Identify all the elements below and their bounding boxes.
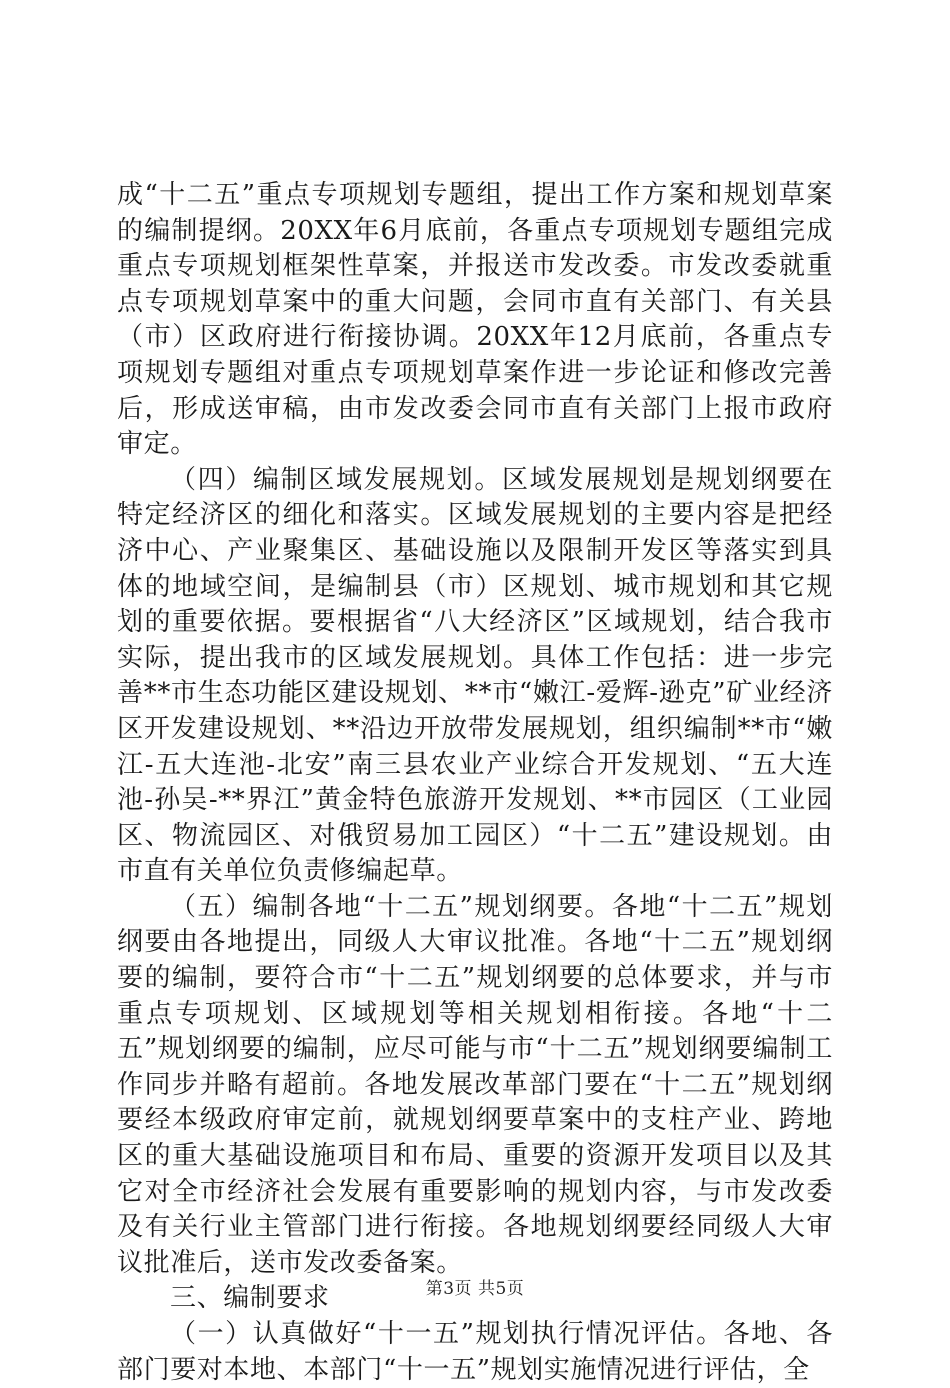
paragraph-evaluation: （一）认真做好“十一五”规划执行情况评估。各地、各部门要对本地、本部门“十一五”规划实施情况进行评估，全 [117, 1319, 833, 1385]
document-body [117, 178, 833, 1388]
section-heading-requirements: 三、编制要求 [170, 1283, 330, 1314]
paragraph-regional-planning: （四）编制区域发展规划。区域发展规划是规划纲要在特定经济区的细化和落实。区域发展规划的主要内容是把经济中心、产业聚集区、基础设施以及限制开发区等落实到具体的地域空间，是编制县（市）区规划、城市规划和其它规划的重要依据。要根据省“八大经济区”区域规划，结合我市实际，提出我市的区域发展规划。具体工作包括：进一步完善**市生态功能区建设规划、**市“嫩江-爱辉-逊克”矿业经济区开发建设规划、**沿边开放带发展规划，组织编制**市“嫩江-五大连池-北安”南三县农业产业综合开发规划、“五大连池-孙吴-**界江”黄金特色旅游开发规划、**市园区（工业园区、物流园区、对俄贸易加工园区）“十二五”建设规划。由市直有关单位负责修编起草。 [117, 464, 833, 887]
paragraph-local-planning: （五）编制各地“十二五”规划纲要。各地“十二五”规划纲要由各地提出，同级人大审议批准。各地“十二五”规划纲要的编制，要符合市“十二五”规划纲要的总体要求，并与市重点专项规划、区域规划等相关规划相衔接。各地“十二五”规划纲要的编制，应尽可能与市“十二五”规划纲要编制工作同步并略有超前。各地发展改革部门要在“十二五”规划纲要经本级政府审定前，就规划纲要草案中的支柱产业、跨地区的重大基础设施项目和布局、重要的资源开发项目以及其它对全市经济社会发展有重要影响的规划内容，与市发改委及有关行业主管部门进行衔接。各地规划纲要经同级人大审议批准后，送市发改委备案。 [117, 891, 833, 1278]
page-number-footer: 第3页 共5页 [425, 1279, 525, 1299]
paragraph-continuation: 成“十二五”重点专项规划专题组，提出工作方案和规划草案的编制提纲。20XX年6月底前，各重点专项规划专题组完成重点专项规划框架性草案，并报送市发改委。市发改委就重点专项规划草案中的重大问题，会同市直有关部门、有关县（市）区政府进行衔接协调。20XX年12月底前，各重点专项规划专题组对重点专项规划草案作进一步论证和修改完善后，形成送审稿，由市发改委会同市直有关部门上报市政府审定。 [117, 180, 833, 460]
